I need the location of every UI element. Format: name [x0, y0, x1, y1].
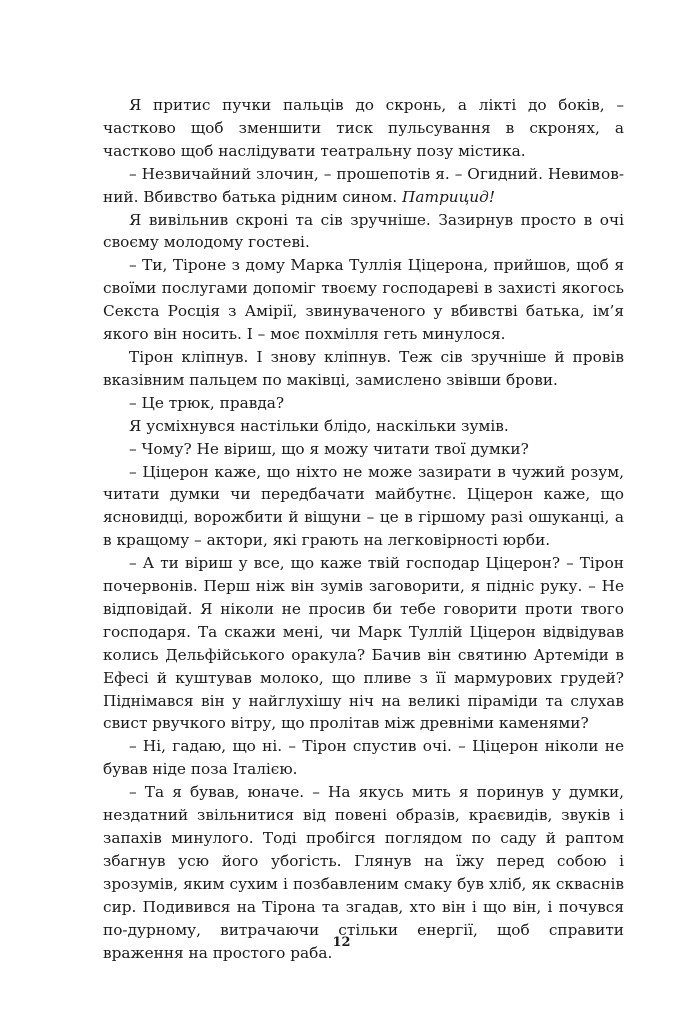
paragraph-text: – А ти віриш у все, що каже твій господар Ціцерон? – Тірон почервонів. Перш ніж він зумів заговорити, я підніс руку. – Не відповідай. Я ніколи не просив би тебе говорити проти твого господаря. Та скажи мені, чи Марк Туллій Ціцерон відвідував колись Дельфійського оракула? Бачив він святиню Артеміди в Ефесі й куштував молоко, що пливе з її мармурових грудей? Піднімався він у найглухішу ніч на великі піраміди та слухав свист рвучкого вітру, що пролітав між древніми каменями? — [103, 554, 624, 733]
paragraph — [103, 94, 624, 163]
paragraph — [103, 346, 624, 392]
paragraph — [103, 438, 624, 461]
paragraph-text: – Ти, Тіроне з дому Марка Туллія Ціцерона, прийшов, щоб я своїми послугами допоміг твоєму господареві в захисті якогось Секста Росція з Амірії, звинуваченого у вбивстві батька, ім’я якого він носить. І – моє похмілля геть минулося. — [103, 256, 624, 344]
paragraph-text: – Ціцерон каже, що ніхто не може зазирати в чужий розум, читати думки чи передбачати майбутнє. Ціцерон каже, що ясновидці, ворожбити й віщуни – це в гіршому разі ошуканці, а в кращому – актори, які грають на легковірності юрби. — [103, 462, 624, 550]
paragraph — [103, 254, 624, 346]
paragraph-text: – Чому? Не віриш, що я можу читати твої думки? — [129, 439, 529, 458]
paragraph-text: Я усміхнувся настільки блідо, наскільки зумів. — [129, 416, 509, 435]
paragraph-text: Тірон кліпнув. І знову кліпнув. Теж сів зручніше й провів вказівним пальцем по маківці, замислено звівши брови. — [103, 347, 624, 389]
paragraph-text: – Незвичайний злочин, – прошепотів я. – Огидний. Невимовний. Вбивство батька рідним сином. — [103, 164, 624, 206]
paragraph — [103, 163, 624, 209]
body-text — [103, 94, 624, 964]
paragraph — [103, 392, 624, 415]
paragraph — [103, 415, 624, 438]
paragraph-italic-text: Патрицид! — [402, 187, 495, 206]
paragraph — [103, 209, 624, 255]
paragraph-text: Я вивільнив скроні та сів зручніше. Зазирнув просто в очі своєму молодому гостеві. — [103, 210, 624, 252]
paragraph-text: – Ні, гадаю, що ні. – Тірон спустив очі. – Ціцерон ніколи не бував ніде поза Італією. — [103, 737, 624, 779]
paragraph — [103, 461, 624, 553]
paragraph — [103, 735, 624, 781]
paragraph-text: Я притис пучки пальців до скронь, а лікті до боків, – частково щоб зменшити тиск пульсування в скронях, а частково щоб наслідувати театральну позу містика. — [103, 96, 624, 160]
page-number: 12 — [332, 935, 351, 950]
paragraph-text: – Це трюк, правда? — [129, 393, 285, 412]
paragraph-text: – Та я бував, юначе. – На якусь мить я поринув у думки, нездатний звільнитися від повені образів, краєвидів, звуків і запахів минулого. Тоді пробігся поглядом по саду й раптом збагнув усю його убогість. Глянув на їжу перед собою і зрозумів, яким сухим і позбавленим смаку був хліб, як скваснів сир. Подивився на Тірона та згадав, хто він і що він, і почувся по-дурному, витрачаючи стільки енергії, щоб справити враження на простого раба. — [103, 783, 624, 962]
paragraph — [103, 552, 624, 735]
